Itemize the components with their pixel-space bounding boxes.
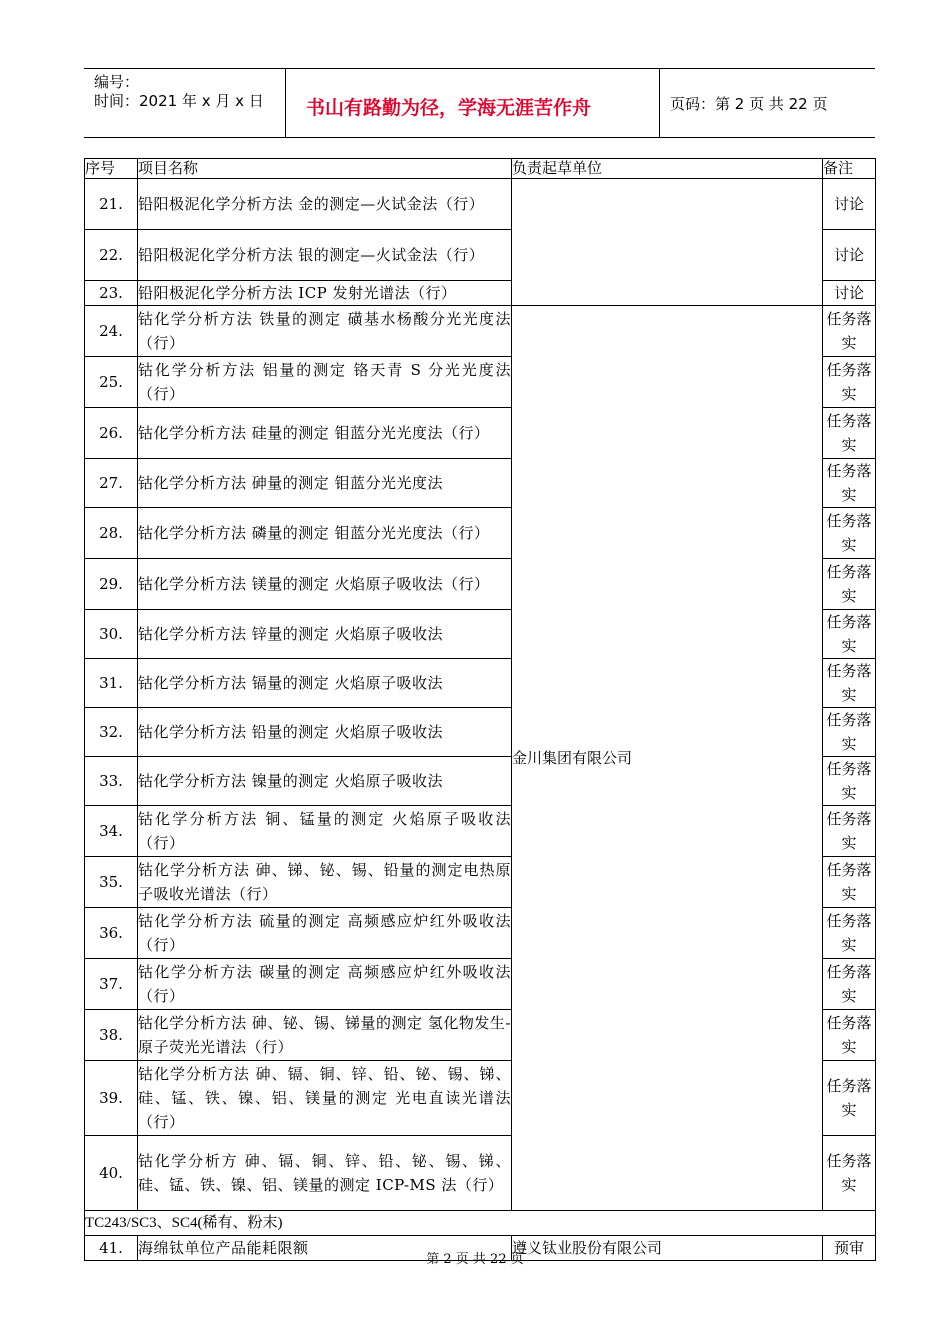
row-number: 24.	[85, 306, 138, 357]
row-number: 21.	[85, 179, 138, 230]
project-name: 钴化学分析方法 镍量的测定 火焰原子吸收法	[138, 757, 512, 806]
row-note: 任务落实	[823, 659, 876, 708]
row-number: 41.	[85, 1236, 138, 1261]
row-number: 31.	[85, 659, 138, 708]
row-number: 28.	[85, 508, 138, 559]
row-note: 讨论	[823, 230, 876, 281]
project-name: 钴化学分析方法 铝量的测定 铬天青 S 分光光度法（行）	[138, 357, 512, 408]
row-note: 任务落实	[823, 959, 876, 1010]
col-header-project: 项目名称	[138, 159, 512, 179]
row-number: 35.	[85, 857, 138, 908]
row-note: 任务落实	[823, 806, 876, 857]
project-name: 钴化学分析方 砷、镉、铜、锌、铅、铋、锡、锑、硅、锰、铁、镍、铝、镁量的测定 ICP-MS 法（行）	[138, 1136, 512, 1211]
row-note: 讨论	[823, 179, 876, 230]
row-number: 36.	[85, 908, 138, 959]
section-row	[85, 1211, 876, 1236]
row-note: 讨论	[823, 281, 876, 306]
row-note: 任务落实	[823, 857, 876, 908]
row-number: 39.	[85, 1061, 138, 1136]
row-note: 任务落实	[823, 1010, 876, 1061]
drafting-unit: 金川集团有限公司	[512, 306, 823, 1211]
col-header-unit: 负责起草单位	[512, 159, 823, 179]
row-number: 22.	[85, 230, 138, 281]
row-number: 33.	[85, 757, 138, 806]
col-header-note: 备注	[823, 159, 876, 179]
doc-time-label: 时间：2021 年 x 月 x 日	[94, 92, 264, 110]
row-number: 38.	[85, 1010, 138, 1061]
page-number-text: 页码：第 2 页 共 22 页	[670, 95, 828, 113]
row-note: 任务落实	[823, 459, 876, 508]
drafting-unit	[512, 179, 823, 306]
row-number: 32.	[85, 708, 138, 757]
row-note: 任务落实	[823, 408, 876, 459]
row-number: 25.	[85, 357, 138, 408]
project-name: 钴化学分析方法 镉量的测定 火焰原子吸收法	[138, 659, 512, 708]
project-name: 钴化学分析方法 磷量的测定 钼蓝分光光度法（行）	[138, 508, 512, 559]
project-name: 钴化学分析方法 砷、锑、铋、锡、铅量的测定电热原子吸收光谱法（行）	[138, 857, 512, 908]
header-motto	[286, 69, 660, 137]
col-header-number: 序号	[85, 159, 138, 179]
project-name: 钴化学分析方法 铜、锰量的测定 火焰原子吸收法（行）	[138, 806, 512, 857]
project-name: 海绵钛单位产品能耗限额	[138, 1236, 512, 1261]
table-row	[85, 179, 876, 230]
row-note: 任务落实	[823, 610, 876, 659]
table-row	[85, 306, 876, 357]
project-table	[84, 158, 876, 1261]
project-name: 铅阳极泥化学分析方法 ICP 发射光谱法（行）	[138, 281, 512, 306]
row-note: 任务落实	[823, 508, 876, 559]
row-number: 37.	[85, 959, 138, 1010]
header-page-number	[660, 69, 875, 137]
row-number: 30.	[85, 610, 138, 659]
project-name: 铅阳极泥化学分析方法 银的测定—火试金法（行）	[138, 230, 512, 281]
row-number: 26.	[85, 408, 138, 459]
project-name: 钴化学分析方法 铁量的测定 磺基水杨酸分光光度法（行）	[138, 306, 512, 357]
row-note: 预审	[823, 1236, 876, 1261]
project-name: 钴化学分析方法 砷、镉、铜、锌、铅、铋、锡、锑、硅、锰、铁、镍、铝、镁量的测定 光电直读光谱法（行）	[138, 1061, 512, 1136]
row-note: 任务落实	[823, 908, 876, 959]
doc-number-label: 编号：	[94, 73, 140, 91]
row-number: 34.	[85, 806, 138, 857]
project-name: 钴化学分析方法 砷、铋、锡、锑量的测定 氢化物发生-原子荧光光谱法（行）	[138, 1010, 512, 1061]
project-name: 钴化学分析方法 铅量的测定 火焰原子吸收法	[138, 708, 512, 757]
row-note: 任务落实	[823, 708, 876, 757]
row-note: 任务落实	[823, 306, 876, 357]
project-name: 钴化学分析方法 硫量的测定 高频感应炉红外吸收法（行）	[138, 908, 512, 959]
project-name: 钴化学分析方法 镁量的测定 火焰原子吸收法（行）	[138, 559, 512, 610]
table-header-row	[85, 159, 876, 179]
row-note: 任务落实	[823, 1136, 876, 1211]
row-number: 27.	[85, 459, 138, 508]
row-number: 23.	[85, 281, 138, 306]
section-heading: TC243/SC3、SC4(稀有、粉末)	[85, 1211, 876, 1236]
page-footer: 第 2 页 共 22 页	[426, 1252, 524, 1267]
header-meta	[84, 69, 286, 137]
project-name: 钴化学分析方法 碳量的测定 高频感应炉红外吸收法（行）	[138, 959, 512, 1010]
project-name: 钴化学分析方法 锌量的测定 火焰原子吸收法	[138, 610, 512, 659]
row-note: 任务落实	[823, 357, 876, 408]
row-number: 29.	[85, 559, 138, 610]
page-header	[84, 68, 875, 138]
project-name: 钴化学分析方法 砷量的测定 钼蓝分光光度法	[138, 459, 512, 508]
motto-text: 书山有路勤为径，学海无涯苦作舟	[306, 97, 592, 119]
project-name: 铅阳极泥化学分析方法 金的测定—火试金法（行）	[138, 179, 512, 230]
row-number: 40.	[85, 1136, 138, 1211]
project-name: 钴化学分析方法 硅量的测定 钼蓝分光光度法（行）	[138, 408, 512, 459]
row-note: 任务落实	[823, 1061, 876, 1136]
row-note: 任务落实	[823, 757, 876, 806]
row-note: 任务落实	[823, 559, 876, 610]
drafting-unit: 遵义钛业股份有限公司	[512, 1236, 823, 1261]
